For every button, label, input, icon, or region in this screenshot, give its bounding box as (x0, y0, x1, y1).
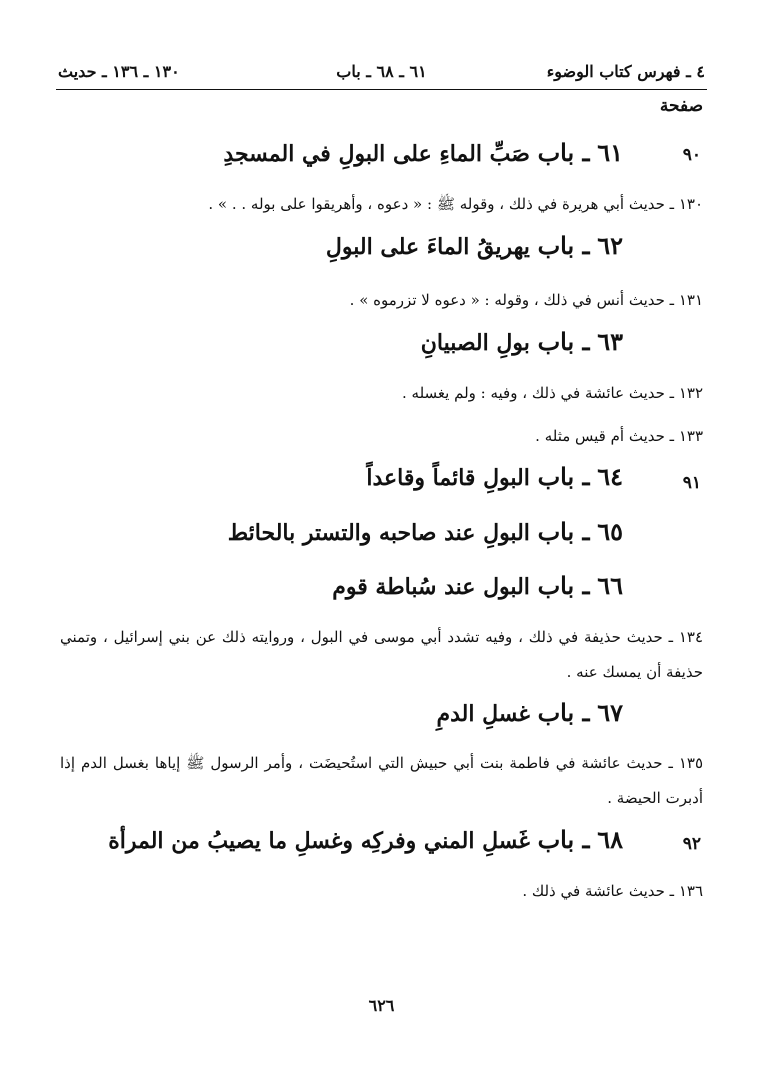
running-header (58, 56, 705, 86)
chapter-heading (60, 138, 623, 167)
chapter-heading (60, 327, 623, 356)
page-footer-number: ٦٢٦ (368, 996, 395, 1015)
page-number: ٩٢ (682, 834, 701, 854)
chapter-heading (60, 698, 623, 727)
header-hadith-range: ١٣٠ ـ ١٣٦ ـ حديث (58, 61, 180, 81)
header-chapter-range: ٦١ ـ ٦٨ ـ باب (336, 61, 427, 81)
chapter-keyword: ـ باب (537, 698, 590, 727)
chapter-keyword: ـ باب (537, 462, 590, 491)
chapter-title: بولِ الصبيانِ (420, 330, 530, 356)
header-book-title: ٤ ـ فهرس كتاب الوضوء (546, 61, 705, 81)
chapter-keyword: ـ باب (537, 231, 590, 260)
chapter-number: ٦٥ (597, 517, 623, 546)
hadith-entry: ١٣٢ ـ حديث عائشة في ذلك ، وفيه : ولم يغسله . (402, 384, 703, 402)
chapter-title: غَسلِ المني وفركِه وغسلِ ما يصيبُ من المرأة (108, 828, 530, 854)
chapter-title: غسلِ الدمِ (436, 701, 530, 727)
chapter-number: ٦٧ (597, 698, 623, 727)
chapter-title: البول عند سُباطة قوم (332, 574, 530, 600)
chapter-heading (60, 462, 623, 491)
chapter-number: ٦٤ (597, 462, 623, 491)
chapter-number: ٦٣ (597, 327, 623, 356)
chapter-heading (60, 825, 623, 854)
hadith-entry: ١٣٣ ـ حديث أم قيس مثله . (535, 427, 703, 445)
chapter-keyword: ـ باب (537, 825, 590, 854)
chapter-keyword: ـ باب (537, 517, 590, 546)
chapter-title: البولِ قائماً وقاعداً (366, 465, 530, 491)
hadith-entry: ١٣٤ ـ حديث حذيفة في ذلك ، وفيه تشدد أبي موسى في البول ، وروايته ذلك عن بني إسرائيل ، وتمني حذيفة أن يمسك عنه . (60, 628, 703, 681)
page-column-label: صفحة (659, 96, 703, 116)
chapter-keyword: ـ باب (537, 138, 590, 167)
chapter-number: ٦٢ (597, 231, 623, 260)
chapter-number: ٦١ (597, 138, 623, 167)
chapter-heading (60, 517, 623, 546)
header-rule (56, 89, 707, 90)
chapter-title: البولِ عند صاحبه والتستر بالحائط (227, 520, 530, 546)
chapter-title: صَبِّ الماءِ على البولِ في المسجدِ (223, 141, 530, 167)
chapter-heading (60, 571, 623, 600)
chapter-keyword: ـ باب (537, 327, 590, 356)
chapter-title: يهريقُ الماءَ على البولِ (325, 234, 530, 260)
hadith-entry: ١٣١ ـ حديث أنس في ذلك ، وقوله : « دعوه لا تزرموه » . (349, 291, 703, 309)
hadith-entry: ١٣٥ ـ حديث عائشة في فاطمة بنت أبي حبيش التي استُحيضَت ، وأمر الرسول ﷺ إياها بغسل الدم إذا أدبرت الحيضة . (60, 754, 703, 807)
chapter-keyword: ـ باب (537, 571, 590, 600)
chapter-number: ٦٨ (597, 825, 623, 854)
hadith-entry: ١٣٦ ـ حديث عائشة في ذلك . (522, 882, 703, 900)
chapter-number: ٦٦ (597, 571, 623, 600)
hadith-entry: ١٣٠ ـ حديث أبي هريرة في ذلك ، وقوله ﷺ : « دعوه ، وأهريقوا على بوله . . » . (208, 195, 703, 213)
chapter-heading (60, 231, 623, 260)
page-number: ٩٠ (682, 145, 701, 165)
page-number: ٩١ (682, 473, 701, 493)
